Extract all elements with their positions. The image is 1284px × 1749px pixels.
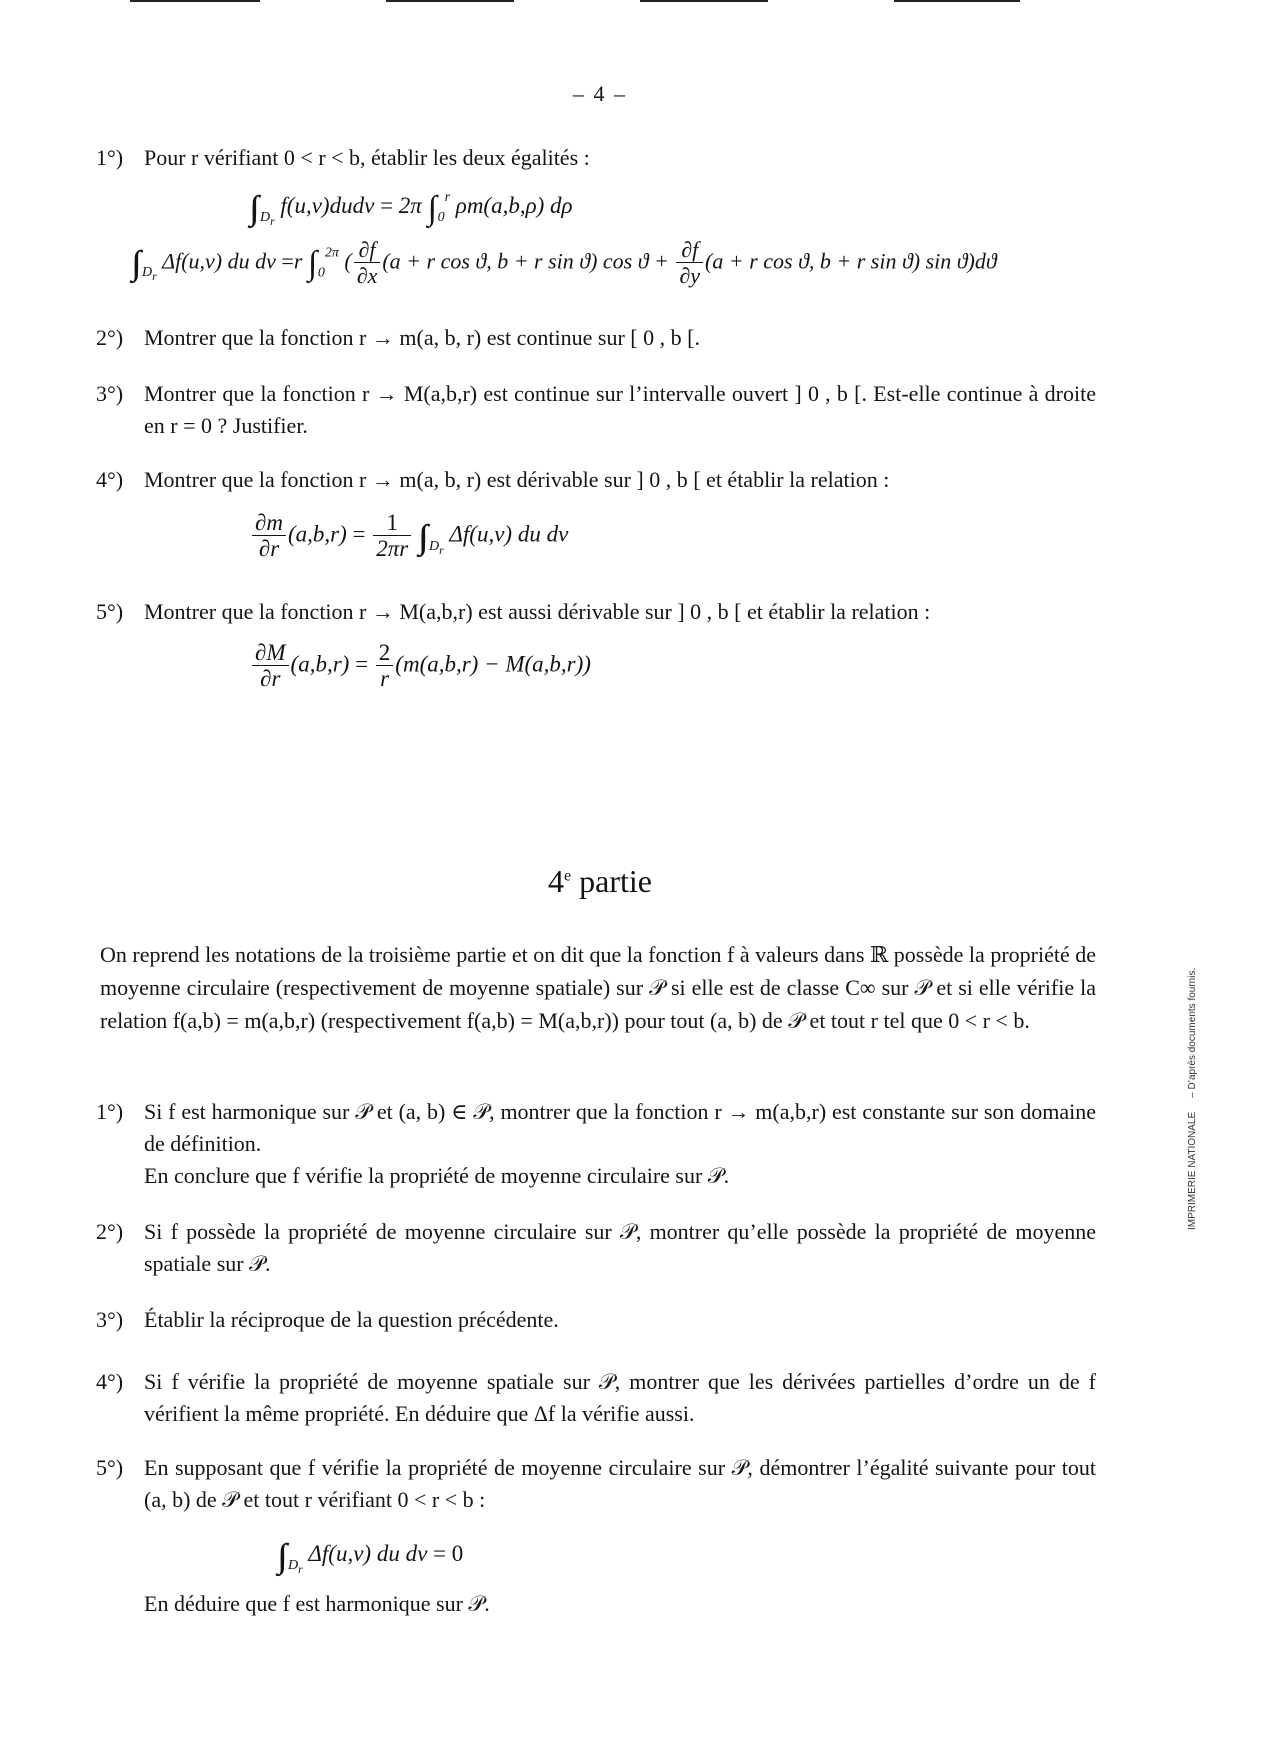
question-number: 4°) <box>96 1369 124 1394</box>
question-number: 2°) <box>96 325 124 350</box>
question-number: 1°) <box>96 1099 124 1124</box>
question-number: 5°) <box>96 1455 124 1480</box>
question-text: Si f possède la propriété de moyenne circulaire sur 𝒫, montrer qu’elle possède la propriété de moyenne spatiale sur 𝒫. <box>144 1219 1096 1276</box>
question-text: Établir la réciproque de la question précédente. <box>144 1307 559 1332</box>
question-4-3 <box>96 1304 1096 1336</box>
part-intro: On reprend les notations de la troisième partie et on dit que la fonction f à valeurs dans ℝ possède la propriété de moyenne circulaire (respectivement de moyenne spatiale) sur 𝒫 si elle est de classe C∞ sur 𝒫 et si elle vérifie la relation f(a,b) = m(a,b,r) (respectivement f(a,b) = M(a,b,r)) pour tout (a, b) de 𝒫 et tout r tel que 0 < r < b. <box>100 942 1096 1033</box>
question-text: Pour r vérifiant 0 < r < b, établir les deux égalités : <box>144 145 590 170</box>
printer-side-note <box>1186 968 1201 1230</box>
question-text-continued: En déduire que f est harmonique sur 𝒫. <box>144 1591 490 1616</box>
question-3-5 <box>96 596 1096 628</box>
page-number: – 4 – <box>573 81 627 106</box>
equation-4: $\frac{\partial M}{\partial r}$ (a,b,r) = $\frac{2}{r}$ (m(a,b,r) − M(a,b,r)) <box>250 640 591 693</box>
question-3-1 <box>96 142 1096 174</box>
question-text: En supposant que f vérifie la propriété de moyenne circulaire sur 𝒫, démontrer l’égalité suivante pour tout (a, b) de 𝒫 et tout r vérifiant 0 < r < b : <box>144 1455 1096 1512</box>
printer-name: IMPRIMERIE NATIONALE <box>1187 1111 1198 1230</box>
top-rule <box>894 0 1020 2</box>
question-text: Montrer que la fonction r → M(a,b,r) est continue sur l’intervalle ouvert ] 0 , b [. Est-elle continue à droite en r = 0 ? Justifier. <box>144 381 1096 438</box>
question-4-4 <box>96 1366 1096 1430</box>
question-text: Montrer que la fonction r → M(a,b,r) est aussi dérivable sur ] 0 , b [ et établir la relation : <box>144 599 931 624</box>
equation-1: $_{D_r}$ f(u,v)dudv = 2π $_0^r$ ρm(a,b,ρ) dρ <box>260 190 573 228</box>
question-number: 5°) <box>96 599 124 624</box>
question-3-4 <box>96 464 1096 496</box>
question-number: 4°) <box>96 467 124 492</box>
question-number: 3°) <box>96 1307 124 1332</box>
equation-3: $\frac{\partial m}{\partial r}$ (a,b,r) = $\frac{1}{2\pi r}$ $_{D_r}$ Δf(u,v) du dv <box>250 510 568 563</box>
top-rule <box>640 0 768 2</box>
question-4-1 <box>96 1096 1096 1192</box>
question-text-continued: En conclure que f vérifie la propriété de moyenne circulaire sur 𝒫. <box>144 1162 730 1188</box>
question-text: Si f vérifie la propriété de moyenne spatiale sur 𝒫, montrer que les dérivées partielles d’ordre un de f vérifient la même propriété. En déduire que Δf la vérifie aussi. <box>144 1369 1096 1426</box>
question-4-5 <box>96 1452 1096 1516</box>
question-number: 3°) <box>96 381 124 406</box>
question-number: 1°) <box>96 145 124 170</box>
question-text: Montrer que la fonction r → m(a, b, r) est continue sur [ 0 , b [. <box>144 325 700 350</box>
top-rule <box>130 0 260 2</box>
equation-2: $_{D_r}$ Δf(u,v) du dv =r $_0^{2\pi}$ ( $\frac{\partial f}{\partial x}$ (a + r cos ϑ, b + r sin ϑ) cos ϑ + $\frac{\partial f}{\partial y}$ (a + r cos ϑ, b + r sin ϑ) sin ϑ)dϑ <box>142 237 997 289</box>
equation-5: $_{D_r}$ Δf(u,v) du dv = 0 <box>288 1541 464 1576</box>
source-note: – D’après documents fournis. <box>1187 967 1198 1098</box>
part-title: 4e partie <box>548 863 652 899</box>
question-4-5-conclusion <box>96 1588 1096 1620</box>
question-3-3 <box>96 378 1096 442</box>
top-rule <box>386 0 514 2</box>
question-3-2 <box>96 322 1096 354</box>
question-text: Si f est harmonique sur 𝒫 et (a, b) ∈ 𝒫, montrer que la fonction r → m(a,b,r) est constante sur son domaine de définition. <box>144 1099 1096 1156</box>
question-text: Montrer que la fonction r → m(a, b, r) est dérivable sur ] 0 , b [ et établir la relation : <box>144 467 890 492</box>
question-4-2 <box>96 1216 1096 1280</box>
question-number: 2°) <box>96 1219 124 1244</box>
